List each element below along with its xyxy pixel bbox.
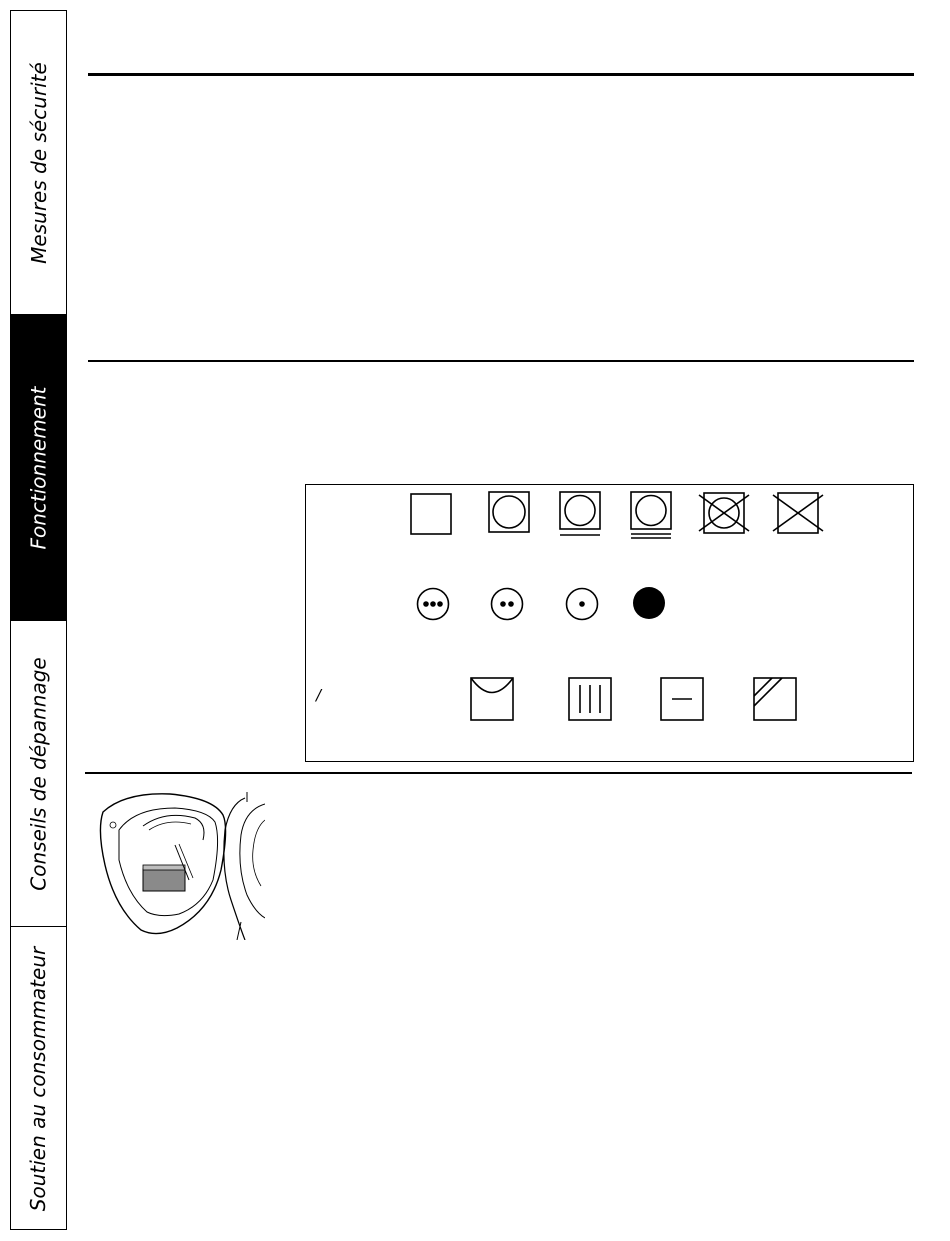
- section-divider: [88, 360, 914, 362]
- dry-in-shade-icon: [753, 677, 797, 721]
- do-not-dry-icon: [772, 491, 824, 535]
- tab-fonctionnement[interactable]: [11, 315, 66, 621]
- tab-label: Mesures de sécurité: [26, 61, 51, 264]
- tumble-dry-icon: [410, 493, 452, 535]
- tumble-dry-normal-icon: [488, 491, 530, 533]
- line-dry-icon: [470, 677, 514, 721]
- section-divider-top: [88, 73, 914, 76]
- medium-heat-icon: [490, 587, 524, 621]
- no-heat-icon: [632, 586, 666, 620]
- tab-soutien-au-consommateur[interactable]: [11, 927, 66, 1231]
- tumble-dry-permanent-press-icon: [559, 491, 601, 539]
- drip-dry-icon: [568, 677, 612, 721]
- high-heat-icon: [416, 587, 450, 621]
- dry-flat-icon: [660, 677, 704, 721]
- tab-label: Soutien au consommateur: [26, 946, 51, 1212]
- do-not-tumble-dry-icon: [698, 491, 750, 535]
- section-tabs: [10, 10, 67, 1230]
- row-marker: /: [316, 686, 322, 704]
- tab-label: Conseils de dépannage: [26, 656, 51, 891]
- section-divider: [85, 772, 912, 774]
- tumble-dry-delicate-icon: [630, 491, 672, 541]
- tab-mesures-de-securite[interactable]: [11, 11, 66, 315]
- dryer-lint-filter-illustration: [95, 790, 265, 940]
- low-heat-icon: [565, 587, 599, 621]
- tab-label: Fonctionnement: [26, 385, 51, 550]
- tab-conseils-de-depannage[interactable]: [11, 621, 66, 927]
